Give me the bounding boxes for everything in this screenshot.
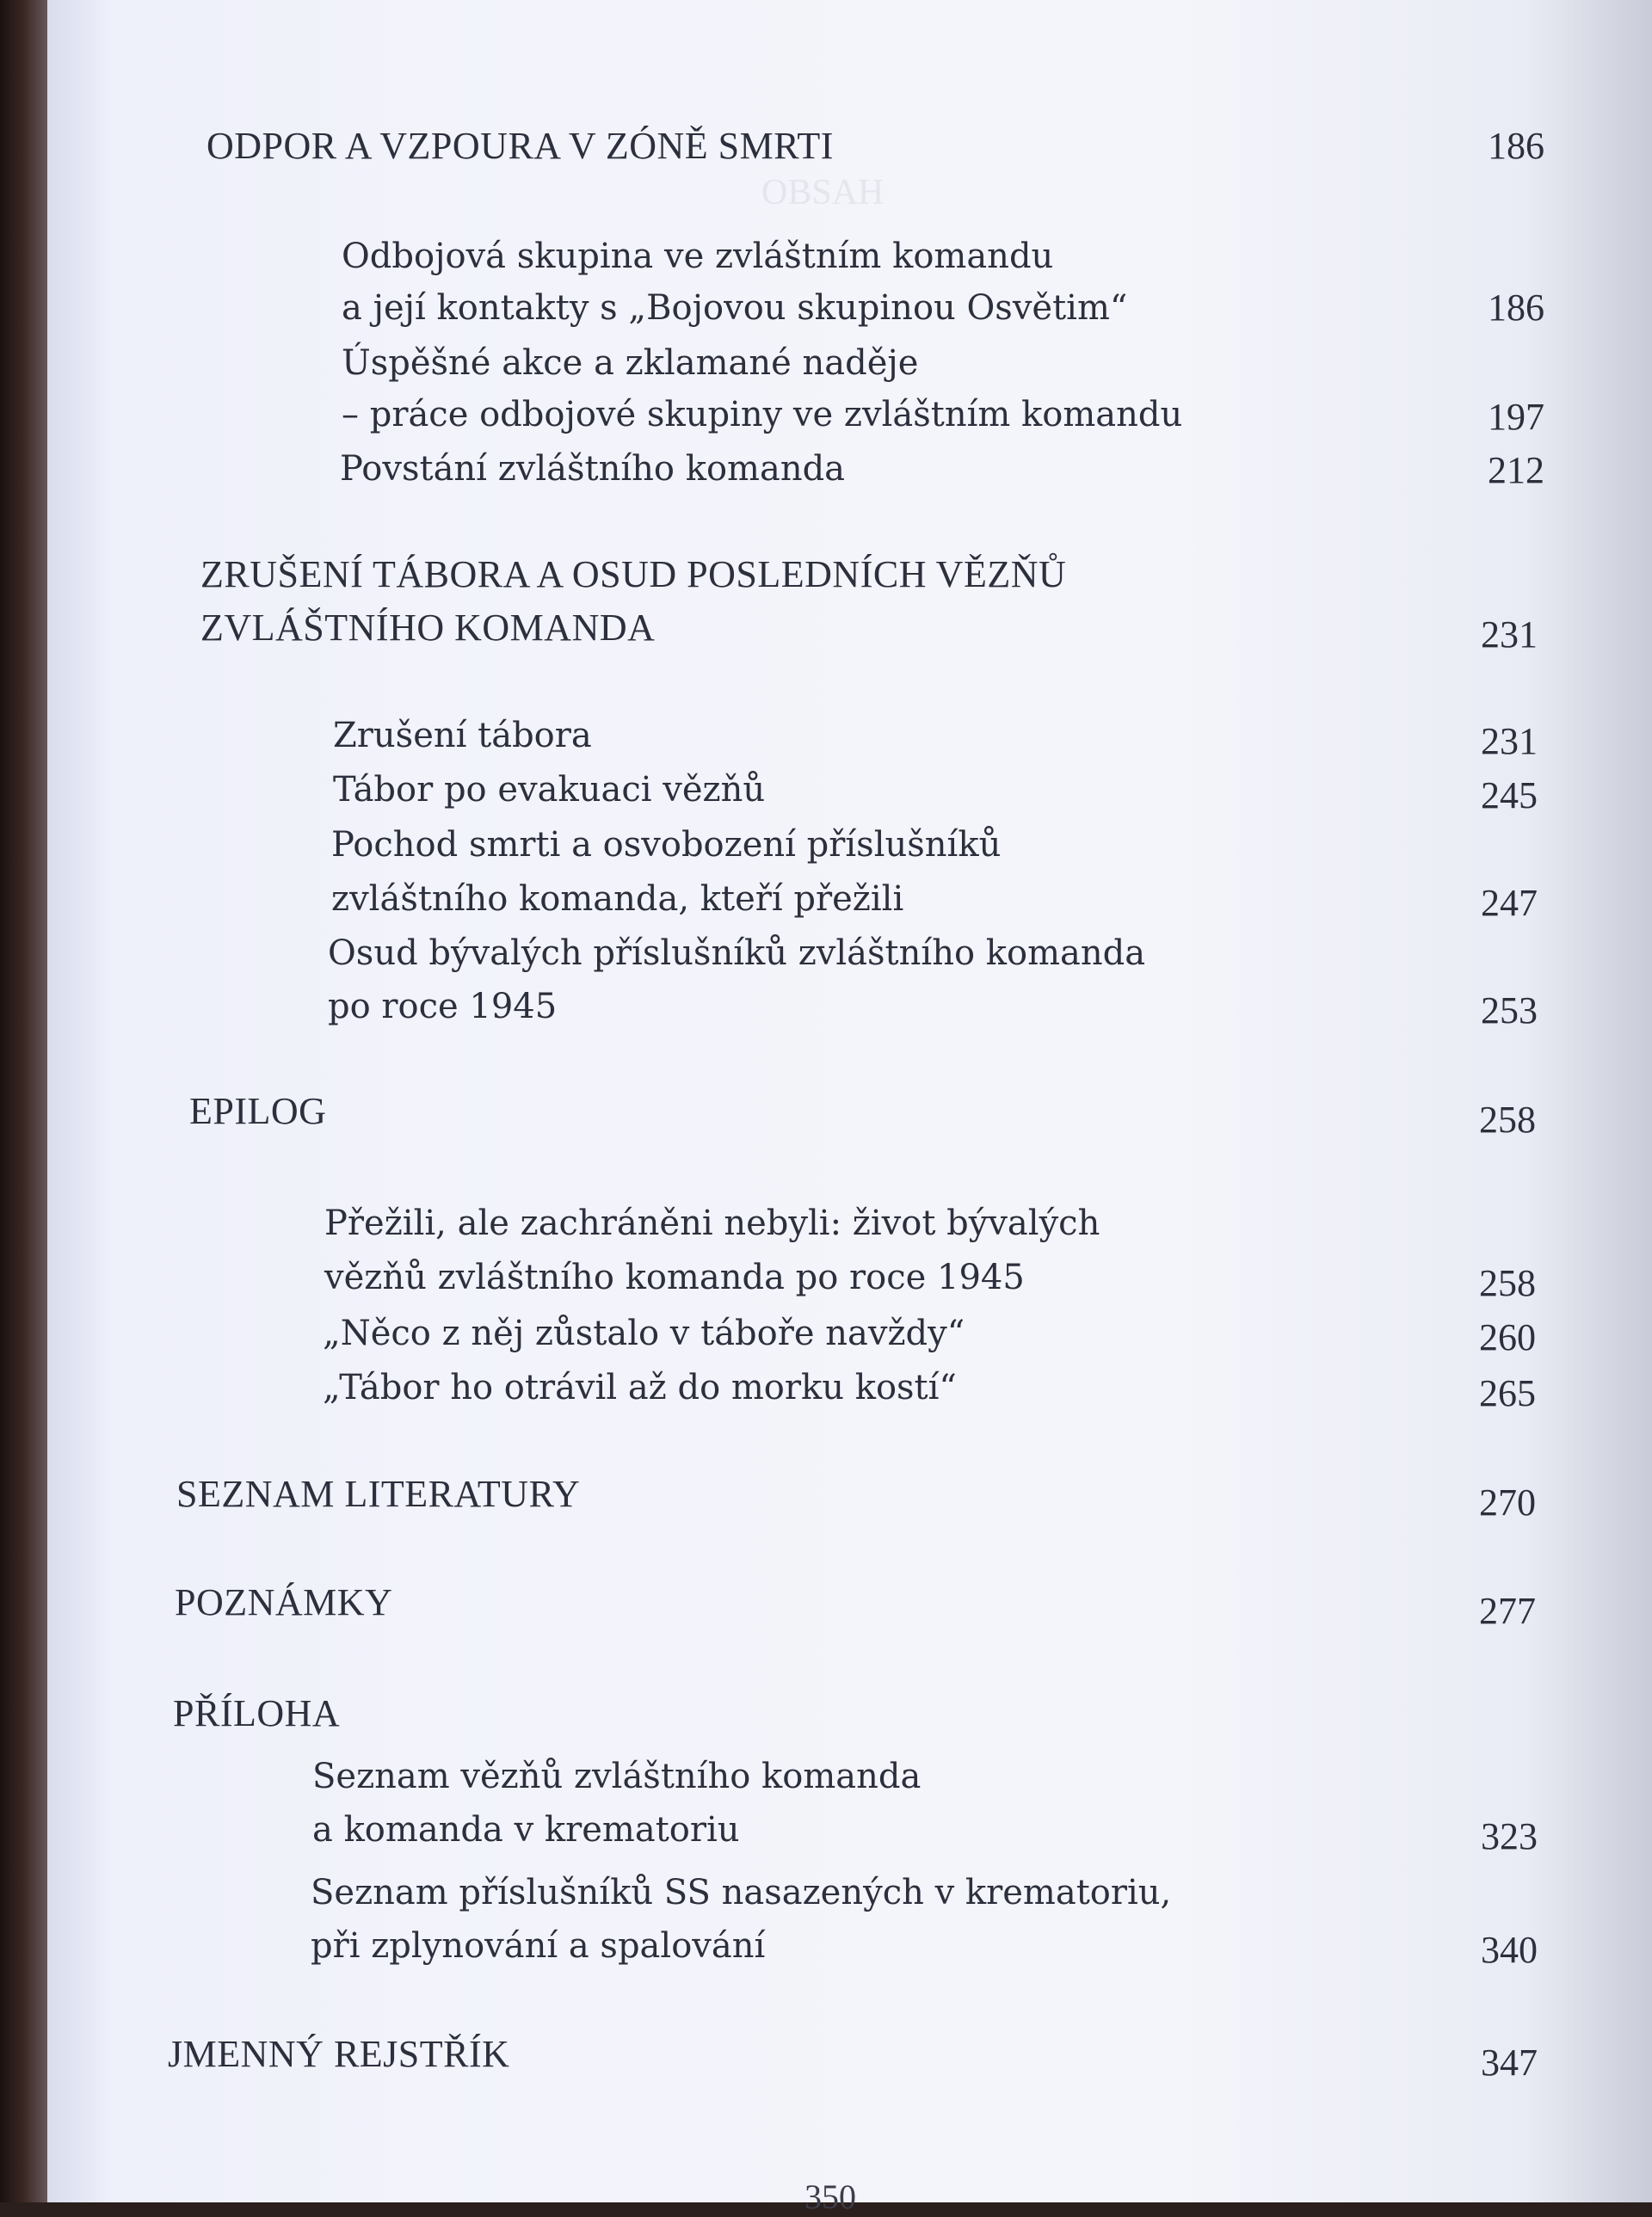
toc-entry-line[interactable]: „Něco z něj zůstalo v táboře navždy“ (323, 1314, 965, 1353)
toc-page-number: 197 (1488, 396, 1544, 438)
toc-page-number: 231 (1481, 613, 1538, 656)
toc-entry-line[interactable]: Odbojová skupina ve zvláštním komandu (342, 237, 1054, 276)
toc-page-number: 231 (1481, 720, 1538, 762)
toc-entry-line[interactable]: Zrušení tábora (333, 716, 592, 755)
toc-page-number: 323 (1481, 1815, 1538, 1857)
toc-page-number: 186 (1488, 125, 1544, 167)
toc-section-title[interactable]: EPILOG (189, 1090, 327, 1132)
page-folio-number: 350 (804, 2177, 856, 2216)
toc-entry-line[interactable]: Pochod smrti a osvobození příslušníků (331, 825, 1002, 865)
toc-entry-line[interactable]: po roce 1945 (328, 987, 558, 1026)
toc-page-number: 265 (1479, 1372, 1536, 1414)
toc-section-title[interactable]: SEZNAM LITERATURY (176, 1473, 581, 1515)
toc-page-number: 260 (1479, 1316, 1536, 1358)
toc-page-number: 247 (1481, 882, 1538, 924)
toc-entry-line[interactable]: Povstání zvláštního komanda (340, 449, 846, 489)
toc-page-number: 186 (1488, 286, 1544, 329)
toc-entry-line[interactable]: Seznam příslušníků SS nasazených v krematoriu, (311, 1873, 1172, 1912)
toc-section-title[interactable]: ODPOR A VZPOURA V ZÓNĚ SMRTI (206, 125, 834, 167)
toc-entry-line[interactable]: Úspěšné akce a zklamané naděje (342, 343, 919, 383)
book-page (47, 0, 1652, 2216)
toc-entry-line[interactable]: při zplynování a spalování (311, 1926, 766, 1966)
toc-entry-line[interactable]: vězňů zvláštního komanda po roce 1945 (324, 1258, 1025, 1297)
toc-section-title[interactable]: PŘÍLOHA (173, 1692, 341, 1734)
toc-page-number: 253 (1481, 989, 1538, 1032)
toc-page-number: 212 (1488, 449, 1544, 491)
toc-page-number: 258 (1479, 1262, 1536, 1304)
toc-entry-line[interactable]: Tábor po evakuaci vězňů (333, 770, 766, 810)
toc-entry-line[interactable]: zvláštního komanda, kteří přežili (331, 879, 904, 919)
toc-page-number: 245 (1481, 774, 1538, 816)
show-through-text: OBSAH (761, 173, 885, 212)
toc-entry-line[interactable]: „Tábor ho otrávil až do morku kostí“ (323, 1368, 957, 1407)
toc-entry-line[interactable]: a komanda v krematoriu (312, 1810, 740, 1850)
toc-entry-line[interactable]: Osud bývalých příslušníků zvláštního komanda (328, 933, 1146, 973)
toc-page-number: 340 (1481, 1929, 1538, 1971)
toc-entry-line[interactable]: – práce odbojové skupiny ve zvláštním komandu (342, 395, 1183, 434)
toc-page-number: 258 (1479, 1099, 1536, 1141)
toc-entry-line[interactable]: Seznam vězňů zvláštního komanda (312, 1757, 922, 1796)
toc-section-title[interactable]: POZNÁMKY (175, 1581, 393, 1623)
toc-page-number: 347 (1481, 2041, 1538, 2084)
toc-entry-line[interactable]: a její kontakty s „Bojovou skupinou Osvětim“ (342, 288, 1128, 328)
toc-page-number: 277 (1479, 1590, 1536, 1632)
toc-entry-line[interactable]: Přežili, ale zachráněni nebyli: život bývalých (324, 1204, 1100, 1243)
toc-section-title[interactable]: ZRUŠENÍ TÁBORA A OSUD POSLEDNÍCH VĚZŇŮ (200, 553, 1067, 595)
toc-section-title[interactable]: JMENNÝ REJSTŘÍK (168, 2033, 510, 2075)
toc-page-number: 270 (1479, 1481, 1536, 1524)
toc-section-title[interactable]: ZVLÁŠTNÍHO KOMANDA (200, 607, 656, 649)
